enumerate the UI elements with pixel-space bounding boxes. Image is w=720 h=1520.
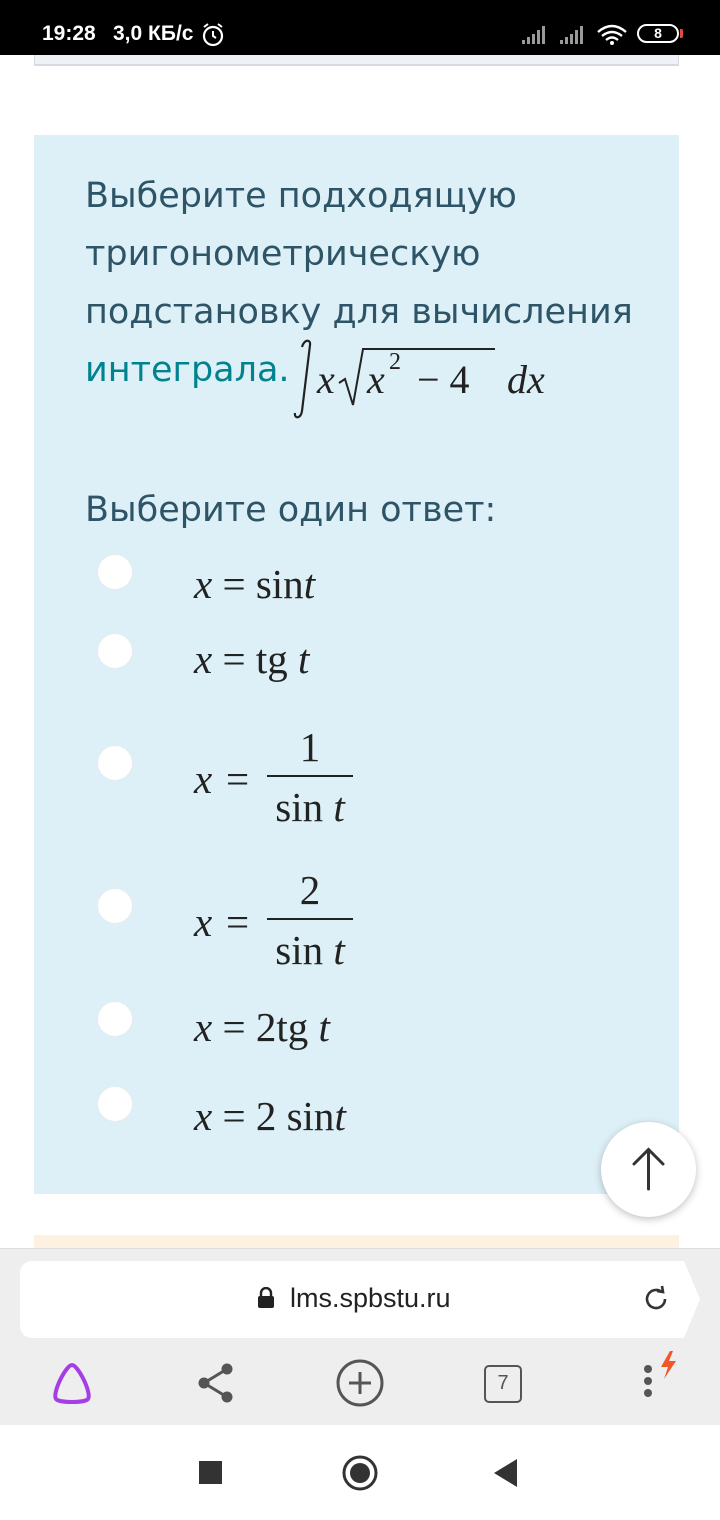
answer-lhs: x bbox=[194, 899, 213, 945]
answer-lhs: x bbox=[194, 756, 213, 802]
scroll-to-top-button[interactable] bbox=[601, 1122, 696, 1217]
status-time: 19:28 bbox=[42, 22, 96, 45]
battery-level: 8 bbox=[654, 25, 662, 41]
answer-var: t bbox=[318, 1004, 330, 1050]
answer-radio-6[interactable] bbox=[97, 1086, 133, 1122]
integral-var: x bbox=[317, 357, 335, 402]
den-fn: sin bbox=[275, 927, 324, 973]
answer-eq: = bbox=[222, 1004, 246, 1050]
answer-eq: = bbox=[222, 636, 246, 682]
arrow-up-icon bbox=[601, 1122, 696, 1217]
browser-toolbar bbox=[0, 1248, 720, 1426]
integral-dx: dx bbox=[507, 357, 545, 402]
question-card bbox=[34, 135, 679, 1194]
answer-fraction bbox=[267, 725, 353, 829]
answer-radio-5[interactable] bbox=[97, 1001, 133, 1037]
answer-radio-2[interactable] bbox=[97, 633, 133, 669]
answer-rhs: sin bbox=[255, 561, 304, 607]
lock-icon bbox=[257, 1287, 275, 1309]
fraction-denominator bbox=[267, 785, 353, 829]
answer-option-4[interactable] bbox=[194, 868, 394, 978]
address-bar-tail bbox=[682, 1261, 702, 1338]
answer-rhs: 2 sin bbox=[255, 1093, 335, 1139]
fraction-bar bbox=[267, 918, 353, 920]
previous-question-card bbox=[34, 55, 679, 66]
menu-icon[interactable] bbox=[634, 1349, 684, 1407]
battery-icon bbox=[637, 24, 679, 43]
answer-eq: = bbox=[226, 899, 250, 945]
integral-radicand-base: x bbox=[367, 357, 385, 402]
next-question-card bbox=[34, 1235, 679, 1249]
tabs-count: 7 bbox=[497, 1372, 509, 1394]
url-text[interactable]: lms.spbstu.ru bbox=[290, 1283, 451, 1313]
integral-minus-term: − 4 bbox=[417, 357, 470, 402]
answer-eq: = bbox=[222, 561, 246, 607]
recent-apps-icon[interactable] bbox=[199, 1461, 223, 1485]
answer-var: t bbox=[334, 1093, 346, 1139]
answer-lhs: x bbox=[194, 1093, 213, 1139]
assistant-icon[interactable] bbox=[48, 1359, 96, 1407]
answer-prompt: Выберите один ответ: bbox=[85, 490, 497, 530]
den-var: t bbox=[333, 927, 345, 973]
fraction-numerator: 2 bbox=[299, 867, 321, 913]
integral-formula bbox=[289, 335, 559, 425]
answer-var: t bbox=[303, 561, 316, 607]
answer-option-3[interactable] bbox=[194, 725, 394, 835]
share-icon[interactable] bbox=[194, 1359, 238, 1407]
fraction-bar bbox=[267, 775, 353, 777]
fraction-numerator: 1 bbox=[299, 724, 321, 770]
den-fn: sin bbox=[275, 784, 324, 830]
integral-exponent: 2 bbox=[389, 349, 401, 375]
answer-lhs: x bbox=[194, 636, 213, 682]
question-text-main: Выберите подходящую тригонометрическую подстановку для вычисления bbox=[85, 176, 633, 332]
status-network-speed: 3,0 КБ/с bbox=[113, 22, 194, 45]
home-icon[interactable] bbox=[341, 1454, 379, 1492]
answer-option-6[interactable] bbox=[194, 1092, 346, 1140]
alarm-icon bbox=[200, 22, 226, 53]
answer-radio-1[interactable] bbox=[97, 554, 133, 590]
answer-option-5[interactable] bbox=[194, 1003, 330, 1051]
answer-radio-4[interactable] bbox=[97, 888, 133, 924]
answer-option-1[interactable] bbox=[194, 560, 315, 608]
reload-icon[interactable] bbox=[640, 1283, 672, 1315]
new-tab-icon[interactable] bbox=[334, 1359, 386, 1411]
fraction-denominator bbox=[267, 928, 353, 972]
answer-rhs: 2tg bbox=[255, 1004, 309, 1050]
answer-rhs: tg bbox=[255, 636, 288, 682]
den-var: t bbox=[333, 784, 345, 830]
answer-eq: = bbox=[222, 1093, 246, 1139]
answer-option-2[interactable] bbox=[194, 635, 309, 683]
system-navigation-bar bbox=[0, 1425, 720, 1520]
address-bar[interactable] bbox=[20, 1261, 682, 1338]
answer-var: t bbox=[297, 636, 310, 682]
status-bar bbox=[0, 0, 720, 55]
question-text-tail: интеграла. bbox=[85, 350, 290, 390]
battery-tip bbox=[680, 29, 683, 38]
answer-fraction bbox=[267, 868, 353, 972]
answer-radio-3[interactable] bbox=[97, 745, 133, 781]
answer-lhs: x bbox=[194, 561, 213, 607]
answer-lhs: x bbox=[194, 1004, 213, 1050]
signal-icon bbox=[520, 22, 630, 53]
back-icon[interactable] bbox=[493, 1458, 519, 1488]
answer-eq: = bbox=[226, 756, 250, 802]
tabs-count-button[interactable] bbox=[484, 1365, 522, 1403]
